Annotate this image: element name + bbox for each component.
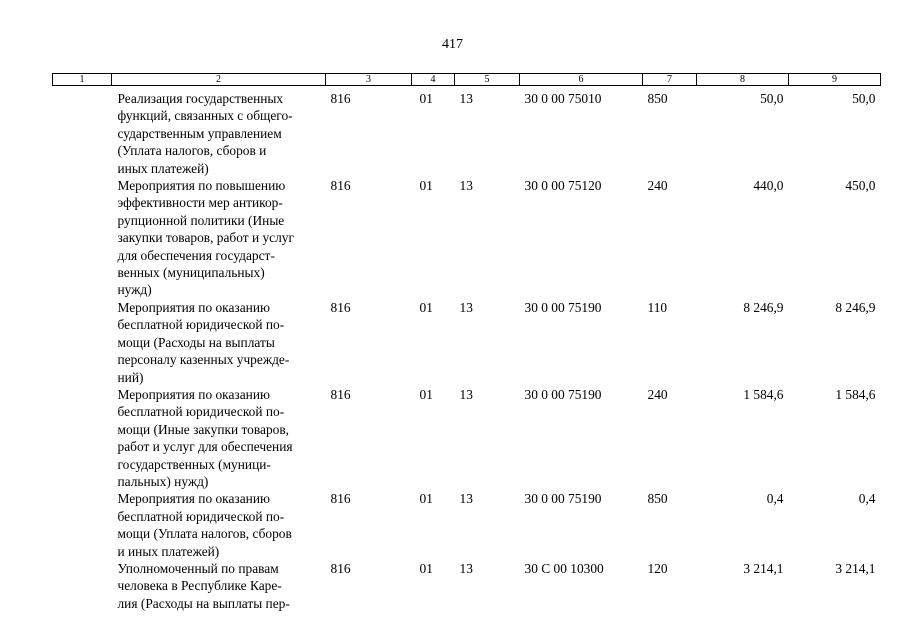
- column-header: 1: [53, 74, 112, 86]
- cell-subsection: 13: [459, 299, 473, 315]
- budget-table: [52, 73, 881, 612]
- cell-section: 01: [419, 178, 433, 194]
- name-line: и иных платежей): [117, 543, 220, 559]
- name-line: персоналу казенных учрежде-: [117, 352, 290, 368]
- cell-target-article: 30 0 00 75190: [524, 386, 602, 402]
- column-header: 5: [455, 74, 520, 86]
- cell-expense-type: 110: [647, 299, 668, 315]
- page-number: 417: [442, 37, 463, 52]
- cell-code: 816: [330, 386, 351, 402]
- column-header: 9: [789, 74, 881, 86]
- cell-subsection: 13: [459, 560, 473, 576]
- cell-col-1: [53, 490, 112, 560]
- cell-code: 816: [330, 178, 351, 194]
- name-line: рупционной политики (Иные: [117, 212, 285, 228]
- name-line: государственных (муници-: [117, 456, 271, 472]
- cell-name: [112, 560, 326, 612]
- name-line: венных (муниципальных): [117, 265, 265, 281]
- cell-name: [112, 386, 326, 490]
- cell-section: 01: [419, 91, 433, 106]
- name-line: Мероприятия по оказанию: [117, 491, 270, 507]
- column-header: 6: [520, 74, 643, 86]
- name-line: Мероприятия по оказанию: [117, 386, 270, 402]
- cell-target-article: 30 0 00 75010: [524, 91, 602, 106]
- cell-name: [112, 490, 326, 560]
- cell-col-1: [53, 386, 112, 490]
- cell-amount-year-2: 450,0: [845, 178, 876, 194]
- cell-expense-type: 850: [647, 91, 668, 106]
- cell-subsection: 13: [459, 491, 473, 507]
- cell-section: 01: [419, 386, 433, 402]
- cell-section: 01: [419, 560, 433, 576]
- cell-code: 816: [330, 299, 351, 315]
- table-row: [53, 490, 881, 560]
- cell-name: [112, 177, 326, 299]
- name-line: ний): [117, 369, 144, 385]
- cell-amount-year-1: 0,4: [766, 491, 784, 507]
- cell-amount-year-1: 50,0: [760, 91, 784, 106]
- cell-amount-year-2: 8 246,9: [835, 299, 876, 315]
- cell-amount-year-1: 1 584,6: [743, 386, 784, 402]
- table-row: [53, 386, 881, 490]
- cell-amount-year-2: 50,0: [852, 91, 876, 106]
- name-line: нужд): [117, 282, 152, 298]
- name-line: бесплатной юридической по-: [117, 508, 285, 524]
- cell-code: 816: [330, 91, 351, 106]
- cell-amount-year-1: 3 214,1: [743, 560, 784, 576]
- cell-amount-year-1: 8 246,9: [743, 299, 784, 315]
- table-row: [53, 299, 881, 386]
- cell-expense-type: 240: [647, 178, 668, 194]
- cell-subsection: 13: [459, 91, 473, 106]
- cell-name: [112, 86, 326, 178]
- cell-amount-year-1: 440,0: [753, 178, 784, 194]
- cell-section: 01: [419, 491, 433, 507]
- name-line: сударственным управлением: [117, 125, 282, 141]
- cell-section: 01: [419, 299, 433, 315]
- cell-amount-year-2: 0,4: [858, 491, 876, 507]
- table-row: [53, 177, 881, 299]
- name-line: закупки товаров, работ и услуг: [117, 230, 294, 246]
- name-line: бесплатной юридической по-: [117, 317, 285, 333]
- name-line: работ и услуг для обеспечения: [117, 439, 293, 455]
- column-header: 3: [326, 74, 412, 86]
- column-header: 8: [697, 74, 789, 86]
- cell-expense-type: 850: [647, 491, 668, 507]
- cell-amount-year-2: 1 584,6: [835, 386, 876, 402]
- cell-subsection: 13: [459, 386, 473, 402]
- cell-target-article: 30 0 00 75190: [524, 299, 602, 315]
- name-line: мощи (Уплата налогов, сборов: [117, 526, 292, 542]
- cell-expense-type: 120: [647, 560, 668, 576]
- column-header: 7: [643, 74, 697, 86]
- name-line: (Уплата налогов, сборов и: [117, 143, 267, 159]
- table-row: [53, 560, 881, 612]
- name-line: мощи (Иные закупки товаров,: [117, 421, 290, 437]
- cell-name: [112, 299, 326, 386]
- cell-code: 816: [330, 491, 351, 507]
- name-line: бесплатной юридической по-: [117, 404, 285, 420]
- name-line: Уполномоченный по правам: [117, 560, 279, 576]
- cell-code: 816: [330, 560, 351, 576]
- name-line: функций, связанных с общего-: [117, 108, 293, 124]
- name-line: мощи (Расходы на выплаты: [117, 334, 275, 350]
- name-line: иных платежей): [117, 160, 209, 176]
- column-header: 2: [112, 74, 326, 86]
- name-line: Реализация государственных: [117, 91, 284, 106]
- cell-subsection: 13: [459, 178, 473, 194]
- cell-col-1: [53, 177, 112, 299]
- cell-col-1: [53, 560, 112, 612]
- cell-amount-year-2: 3 214,1: [835, 560, 876, 576]
- cell-col-1: [53, 86, 112, 178]
- cell-target-article: 30 0 00 75120: [524, 178, 602, 194]
- name-line: Мероприятия по повышению: [117, 178, 286, 194]
- name-line: пальных) нужд): [117, 473, 209, 489]
- table-row: [53, 86, 881, 178]
- name-line: для обеспечения государст-: [117, 247, 275, 263]
- cell-expense-type: 240: [647, 386, 668, 402]
- name-line: эффективности мер антикор-: [117, 195, 283, 211]
- column-header: 4: [412, 74, 455, 86]
- name-line: Мероприятия по оказанию: [117, 299, 270, 315]
- cell-col-1: [53, 299, 112, 386]
- cell-target-article: 30 С 00 10300: [524, 560, 604, 576]
- name-line: человека в Республике Каре-: [117, 578, 282, 594]
- column-number-header: [53, 74, 881, 86]
- cell-target-article: 30 0 00 75190: [524, 491, 602, 507]
- name-line: лия (Расходы на выплаты пер-: [117, 595, 290, 611]
